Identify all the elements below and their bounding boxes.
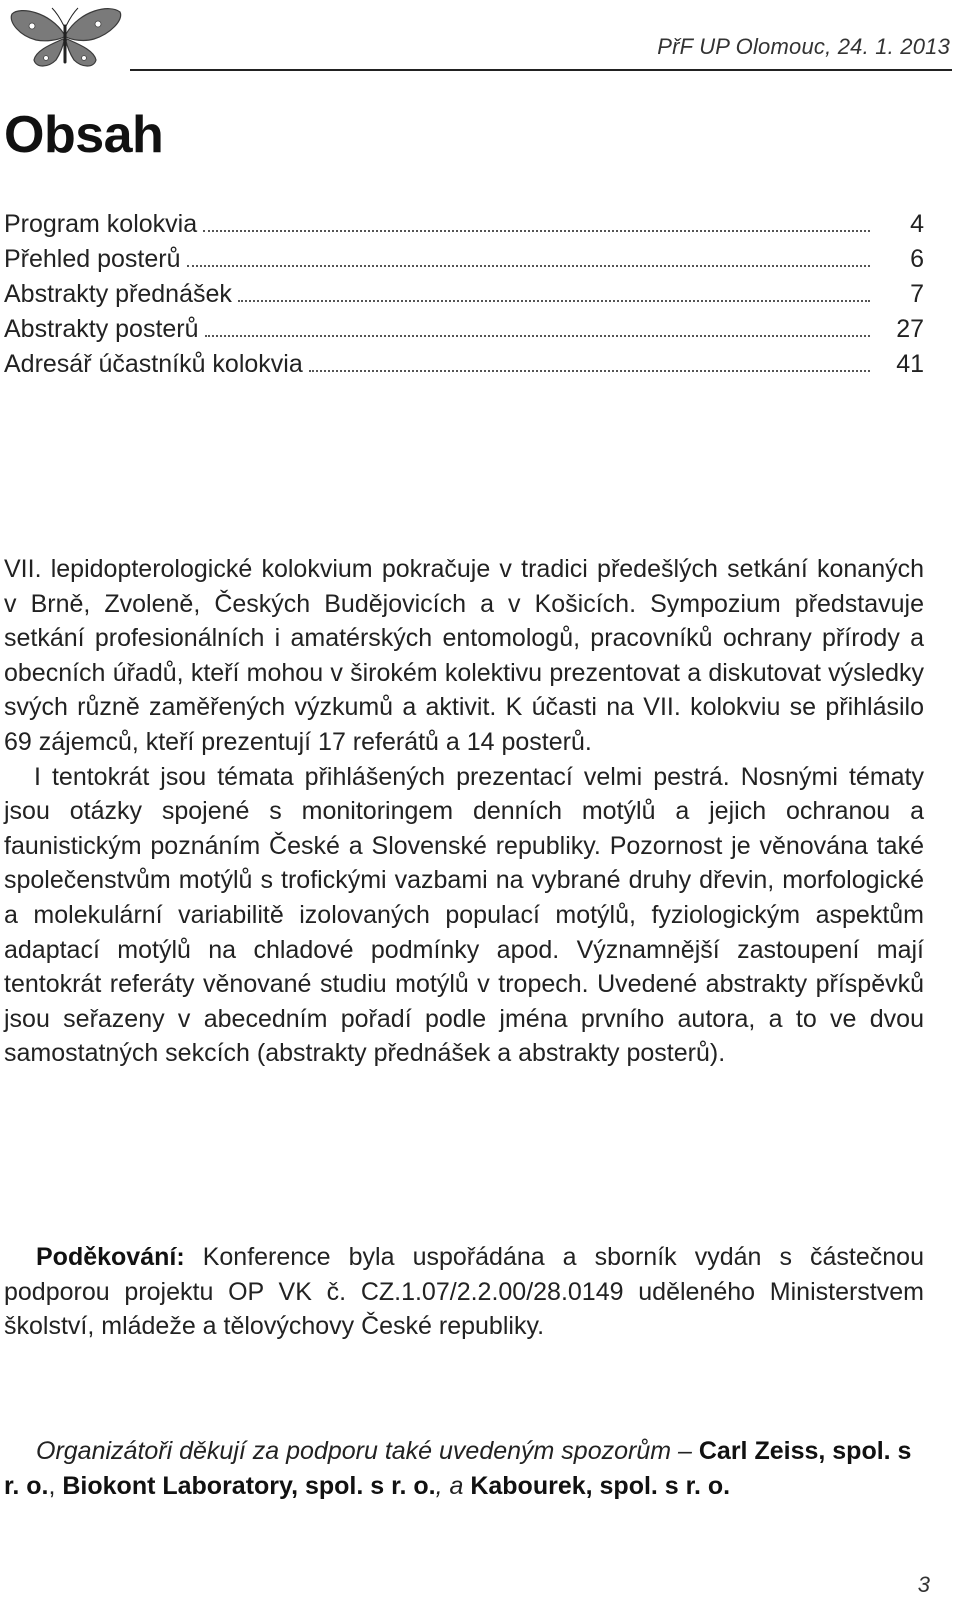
toc-item[interactable] bbox=[4, 280, 924, 315]
toc-item-label: Abstrakty přednášek bbox=[4, 280, 232, 308]
toc-item-page: 27 bbox=[896, 315, 924, 343]
header-meta: PřF UP Olomouc, 24. 1. 2013 bbox=[657, 34, 950, 59]
toc-item[interactable] bbox=[4, 210, 924, 245]
toc-item-page: 4 bbox=[910, 210, 924, 238]
acknowledgement-label: Poděkování: bbox=[36, 1243, 185, 1271]
toc-item[interactable] bbox=[4, 245, 924, 280]
toc-item-page: 7 bbox=[910, 280, 924, 308]
toc-item-page: 6 bbox=[910, 245, 924, 273]
toc-leader bbox=[309, 350, 870, 372]
acknowledgement bbox=[4, 1240, 924, 1344]
toc-leader bbox=[203, 210, 870, 232]
toc-item-label: Program kolokvia bbox=[4, 210, 198, 238]
acknowledgement-text: Konference byla uspořádána a sborník vydán s částečnou podporou projektu OP VK č. CZ.1.07/2.2.00/28.0149 uděleného Ministerstvem školství, mládeže a tělovýchovy České republiky. bbox=[4, 1243, 924, 1341]
intro-paragraph-1: VII. lepidopterologické kolokvium pokračuje v tradici předešlých setkání konaných v Brně, Zvoleně, Českých Budějovicích a v Košicích. Sympozium představuje setkání profesionálních i amatérských entomologů, pracovníků ochrany přírody a obecních úřadů, kteří mohou v širokém kolektivu prezentovat a diskutovat výsledky svých různě zaměřených výzkumů a aktivit. K účasti na VII. kolokviu se přihlásilo 69 zájemců, kteří prezentují 17 referátů a 14 posterů. bbox=[4, 555, 924, 756]
toc-item[interactable] bbox=[4, 315, 924, 350]
toc-item-page: 41 bbox=[896, 350, 924, 378]
toc-item-label: Adresář účastníků kolokvia bbox=[4, 350, 303, 378]
sponsor-name: Carl Zeiss, spol. s r. o. bbox=[4, 1437, 912, 1500]
toc-item[interactable] bbox=[4, 350, 924, 385]
sponsors-note bbox=[4, 1434, 924, 1503]
header-rule bbox=[130, 69, 952, 71]
toc-item-label: Abstrakty posterů bbox=[4, 315, 199, 343]
toc-leader bbox=[187, 245, 870, 267]
sponsors-lead: Organizátoři děkují za podporu také uvedeným spozorům – bbox=[36, 1437, 699, 1465]
page-title: Obsah bbox=[4, 106, 164, 164]
toc-leader bbox=[205, 315, 870, 337]
toc-item-label: Přehled posterů bbox=[4, 245, 181, 273]
intro-paragraph-2: I tentokrát jsou témata přihlášených prezentací velmi pestrá. Nosnými tématy jsou otázky spojené s monitoringem denních motýlů a jejich ochranou a faunistickým poznáním České a Slovenské republiky. Pozornost je věnována také společenstvům motýlů s trofickými vazbami na vybrané druhy dřevin, morfologické a molekulární variabilitě izolovaných populací motýlů, fyziologickým aspektům adaptací motýlů na chladové podmínky apod. Významnější zastoupení mají tentokrát referáty věnované studiu motýlů v tropech. Uvedené abstrakty příspěvků jsou seřazeny v abecedním pořadí podle jména prvního autora, a to ve dvou samostatných sekcích (abstrakty přednášek a abstrakty posterů). bbox=[4, 762, 924, 1068]
sponsor-separator: , a bbox=[435, 1471, 471, 1500]
intro-text bbox=[4, 552, 924, 1071]
page-header bbox=[0, 0, 960, 80]
butterfly-icon bbox=[6, 4, 124, 74]
page-number: 3 bbox=[917, 1572, 930, 1597]
sponsor-name: Kabourek, spol. s r. o. bbox=[470, 1471, 731, 1500]
sponsor-name: Biokont Laboratory, spol. s r. o. bbox=[62, 1471, 436, 1500]
table-of-contents bbox=[4, 210, 924, 385]
sponsor-separator: , bbox=[48, 1471, 63, 1500]
toc-leader bbox=[238, 280, 870, 302]
